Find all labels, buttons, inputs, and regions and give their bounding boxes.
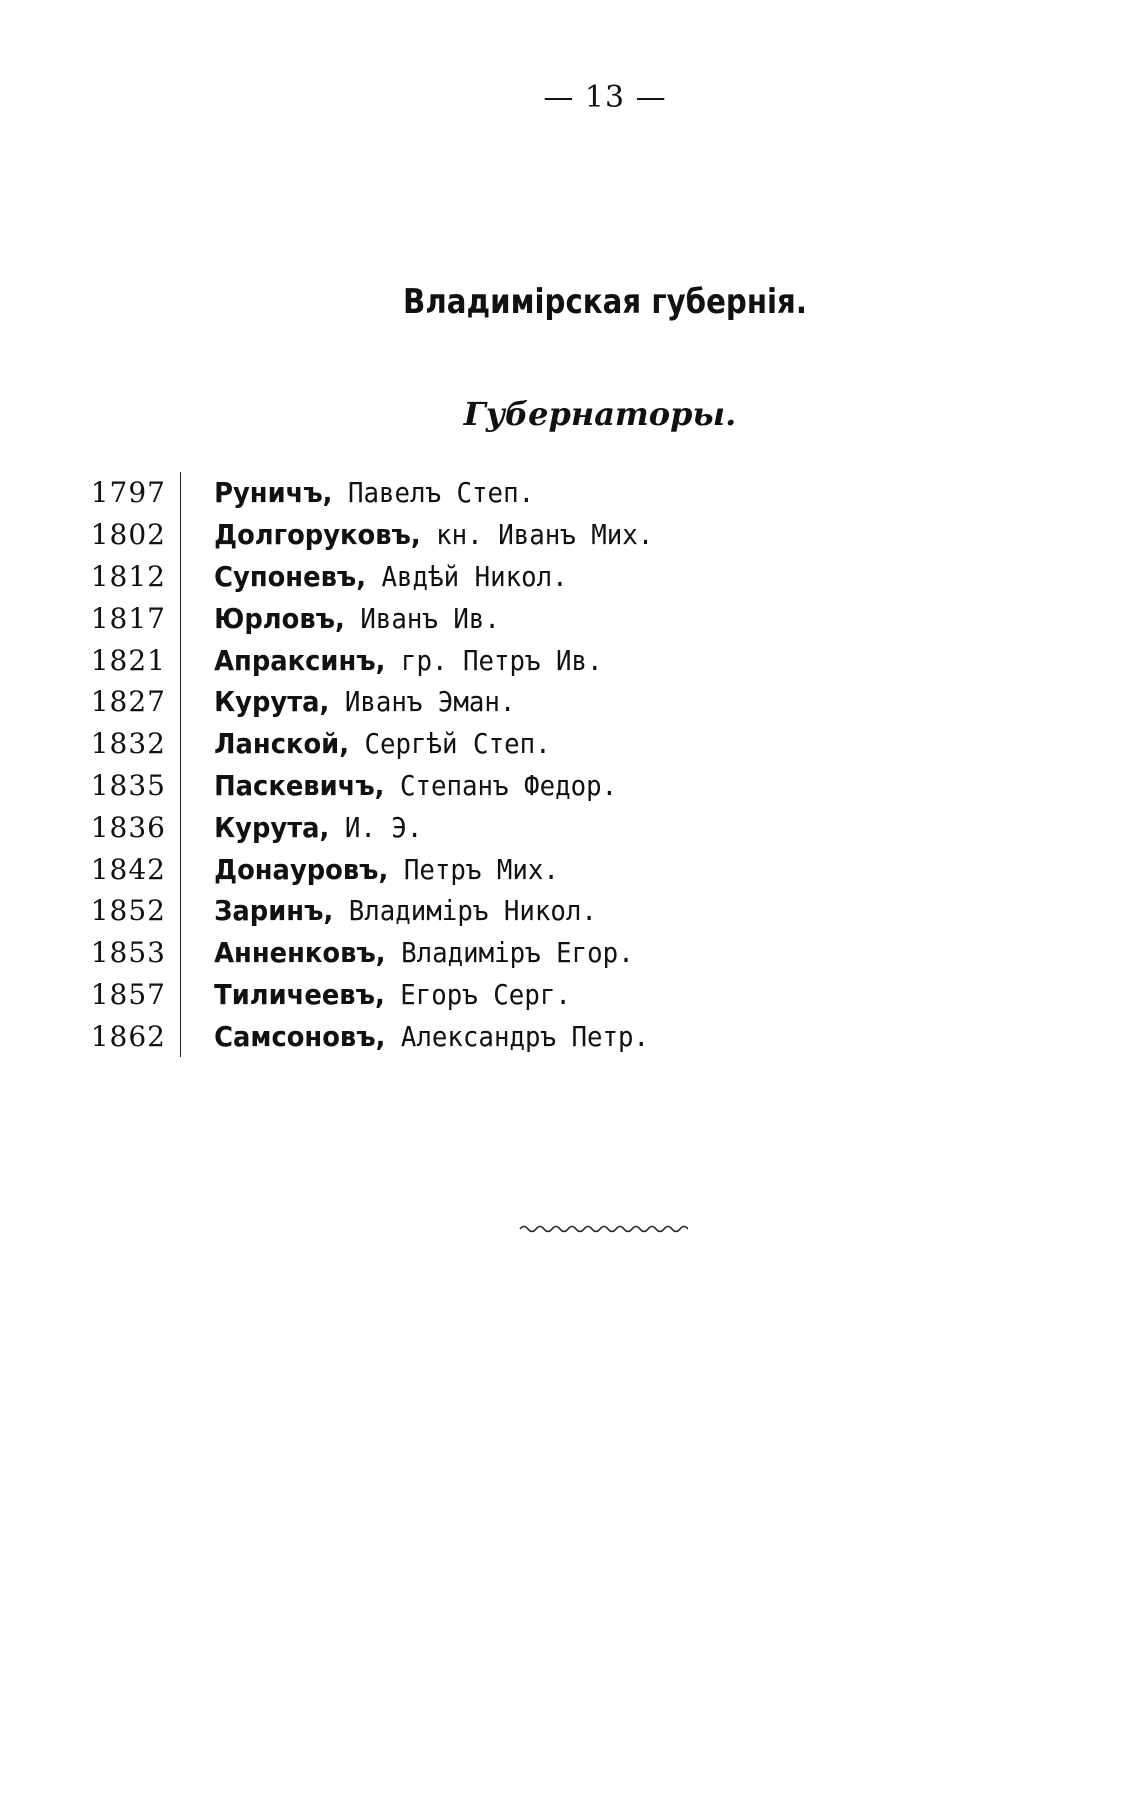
governor-given-name: Иванъ Ив. bbox=[344, 601, 500, 635]
list-item bbox=[80, 681, 694, 723]
governor-surname: Донауровъ, bbox=[214, 852, 389, 886]
governor-given-name: Сергѣй Степ. bbox=[348, 727, 551, 761]
governor-year: 1812 bbox=[80, 556, 181, 598]
governor-year: 1842 bbox=[80, 848, 181, 890]
governor-surname: Самсоновъ, bbox=[214, 1019, 386, 1053]
list-item bbox=[80, 639, 694, 681]
wavy-divider-ornament bbox=[518, 1222, 688, 1236]
governor-given-name: Александръ Петр. bbox=[385, 1019, 650, 1053]
list-item bbox=[80, 472, 694, 514]
governor-name bbox=[181, 894, 597, 927]
governor-year: 1827 bbox=[80, 681, 181, 723]
list-item bbox=[80, 806, 694, 848]
list-item bbox=[80, 765, 694, 807]
governor-given-name: Владиміръ Никол. bbox=[333, 894, 597, 928]
governor-surname: Тиличеевъ, bbox=[214, 977, 385, 1011]
list-item bbox=[80, 514, 694, 556]
governor-given-name: Иванъ Эман. bbox=[329, 685, 516, 719]
list-item bbox=[80, 597, 694, 639]
governor-year: 1835 bbox=[80, 765, 181, 807]
governor-given-name: Павелъ Степ. bbox=[332, 476, 535, 510]
list-item bbox=[80, 932, 694, 974]
governor-name bbox=[181, 936, 634, 969]
governor-year: 1862 bbox=[80, 1015, 181, 1057]
governor-name bbox=[181, 1020, 649, 1053]
list-item bbox=[80, 890, 694, 932]
governor-surname: Ланской, bbox=[214, 727, 349, 761]
governor-given-name: гр. Петръ Ив. bbox=[385, 643, 603, 677]
governor-surname: Юрловъ, bbox=[214, 601, 345, 635]
governor-surname: Долгоруковъ, bbox=[214, 518, 421, 552]
governor-given-name: Егоръ Серг. bbox=[384, 977, 571, 1011]
governors-list bbox=[80, 472, 694, 1057]
governor-year: 1802 bbox=[80, 514, 181, 556]
governor-given-name: Степанъ Федор. bbox=[384, 768, 618, 802]
governor-given-name: Владиміръ Егор. bbox=[385, 936, 634, 970]
governor-name bbox=[181, 811, 422, 844]
list-item bbox=[80, 556, 694, 598]
governor-year: 1821 bbox=[80, 639, 181, 681]
governor-name bbox=[181, 602, 500, 635]
list-item bbox=[80, 974, 694, 1016]
governor-surname: Заринъ, bbox=[214, 894, 334, 928]
governor-name bbox=[181, 518, 653, 551]
governor-year: 1853 bbox=[80, 932, 181, 974]
governor-year: 1852 bbox=[80, 890, 181, 932]
governor-given-name: Петръ Мих. bbox=[388, 852, 559, 886]
governor-surname: Паскевичъ, bbox=[214, 768, 385, 802]
governor-name bbox=[181, 685, 515, 718]
section-heading: Владимірская губернія. bbox=[403, 282, 807, 322]
governor-year: 1832 bbox=[80, 723, 181, 765]
governor-surname: Апраксинъ, bbox=[214, 643, 386, 677]
governor-name bbox=[181, 853, 559, 886]
governor-surname: Курута, bbox=[214, 685, 330, 719]
governor-surname: Руничъ, bbox=[214, 476, 333, 510]
list-item bbox=[80, 848, 694, 890]
governor-year: 1857 bbox=[80, 974, 181, 1016]
governor-name bbox=[181, 978, 571, 1011]
list-item bbox=[80, 1015, 694, 1057]
governor-surname: Анненковъ, bbox=[214, 936, 386, 970]
governor-year: 1797 bbox=[80, 472, 181, 514]
governor-name bbox=[181, 769, 617, 802]
governor-name bbox=[181, 560, 568, 593]
list-item bbox=[80, 723, 694, 765]
governor-given-name: И. Э. bbox=[329, 810, 423, 844]
governor-name bbox=[181, 476, 534, 509]
governor-year: 1836 bbox=[80, 806, 181, 848]
governor-year: 1817 bbox=[80, 597, 181, 639]
section-subheading: Губернаторы. bbox=[463, 395, 737, 433]
governor-surname: Супоневъ, bbox=[214, 559, 367, 593]
governor-surname: Курута, bbox=[214, 810, 330, 844]
governor-given-name: Авдѣй Никол. bbox=[366, 559, 568, 593]
governor-name bbox=[181, 644, 603, 677]
page-number: — 13 — bbox=[543, 80, 667, 115]
governor-name bbox=[181, 727, 551, 760]
governor-given-name: кн. Иванъ Мих. bbox=[420, 518, 654, 552]
